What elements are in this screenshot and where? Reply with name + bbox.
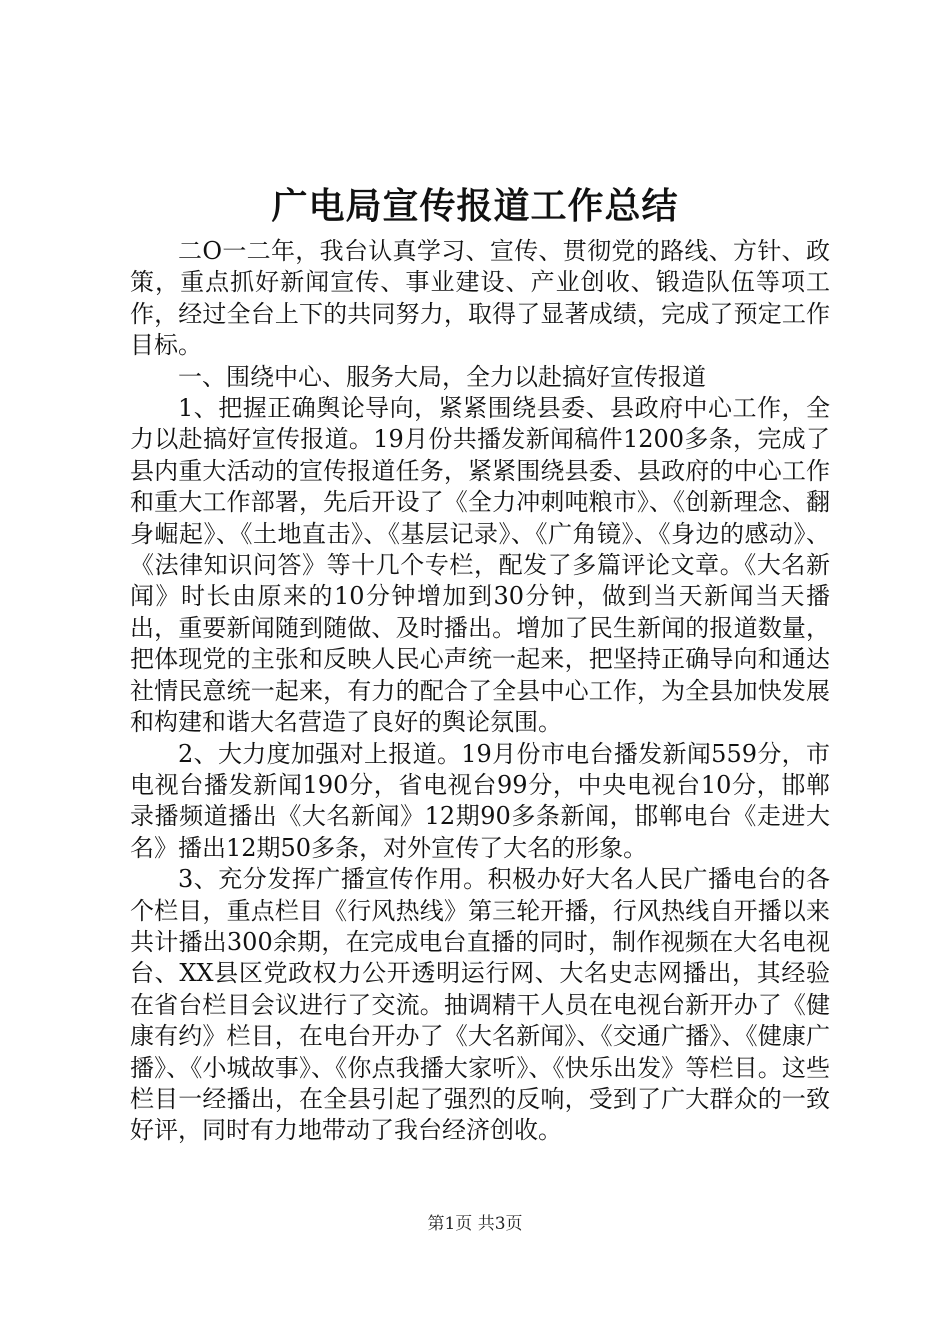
paragraph-item-3: 3、充分发挥广播宣传作用。积极办好大名人民广播电台的各个栏目，重点栏目《行风热线》第三轮开播，行风热线自开播以来共计播出300余期，在完成电台直播的同时，制作视频在大名电视台、XX县区党政权力公开透明运行网、大名史志网播出，其经验在省台栏目会议进行了交流。抽调精干人员在电视台新开办了《健康有约》栏目，在电台开办了《大名新闻》、《交通广播》、《健康广播》、《小城故事》、《你点我播大家听》、《快乐出发》等栏目。这些栏目一经播出，在全县引起了强烈的反响，受到了广大群众的一致好评，同时有力地带动了我台经济创收。: [130, 865, 830, 1145]
paragraph-intro: 二O一二年，我台认真学习、宣传、贯彻党的路线、方针、政策，重点抓好新闻宣传、事业建设、产业创收、锻造队伍等项工作，经过全台上下的共同努力，取得了显著成绩，完成了预定工作目标。: [130, 237, 830, 360]
section-heading-1: 一、围绕中心、服务大局，全力以赴搞好宣传报道: [178, 362, 706, 391]
paragraph-item-2: 2、大力度加强对上报道。19月份市电台播发新闻559分，市电视台播发新闻190分，省电视台99分，中央电视台10分，邯郸录播频道播出《大名新闻》12期90多条新闻，邯郸电台《走进大名》播出12期50多条，对外宣传了大名的形象。: [130, 739, 830, 862]
paragraph-item-1: 1、把握正确舆论导向，紧紧围绕县委、县政府中心工作，全力以赴搞好宣传报道。19月份共播发新闻稿件1200多条，完成了县内重大活动的宣传报道任务，紧紧围绕县委、县政府的中心工作和重大工作部署，先后开设了《全力冲刺吨粮市》、《创新理念、翻身崛起》、《土地直击》、《基层记录》、《广角镜》、《身边的感动》、《法律知识问答》等十几个专栏，配发了多篇评论文章。《大名新闻》时长由原来的10分钟增加到30分钟，做到当天新闻当天播出，重要新闻随到随做、及时播出。增加了民生新闻的报道数量，把体现党的主张和反映人民心声统一起来，把坚持正确导向和通达社情民意统一起来，有力的配合了全县中心工作，为全县加快发展和构建和谐大名营造了良好的舆论氛围。: [130, 394, 830, 737]
document-title: 广电局宣传报道工作总结: [271, 185, 679, 227]
document-body: [130, 236, 830, 1147]
page-number-footer: 第1页 共3页: [427, 1214, 523, 1234]
